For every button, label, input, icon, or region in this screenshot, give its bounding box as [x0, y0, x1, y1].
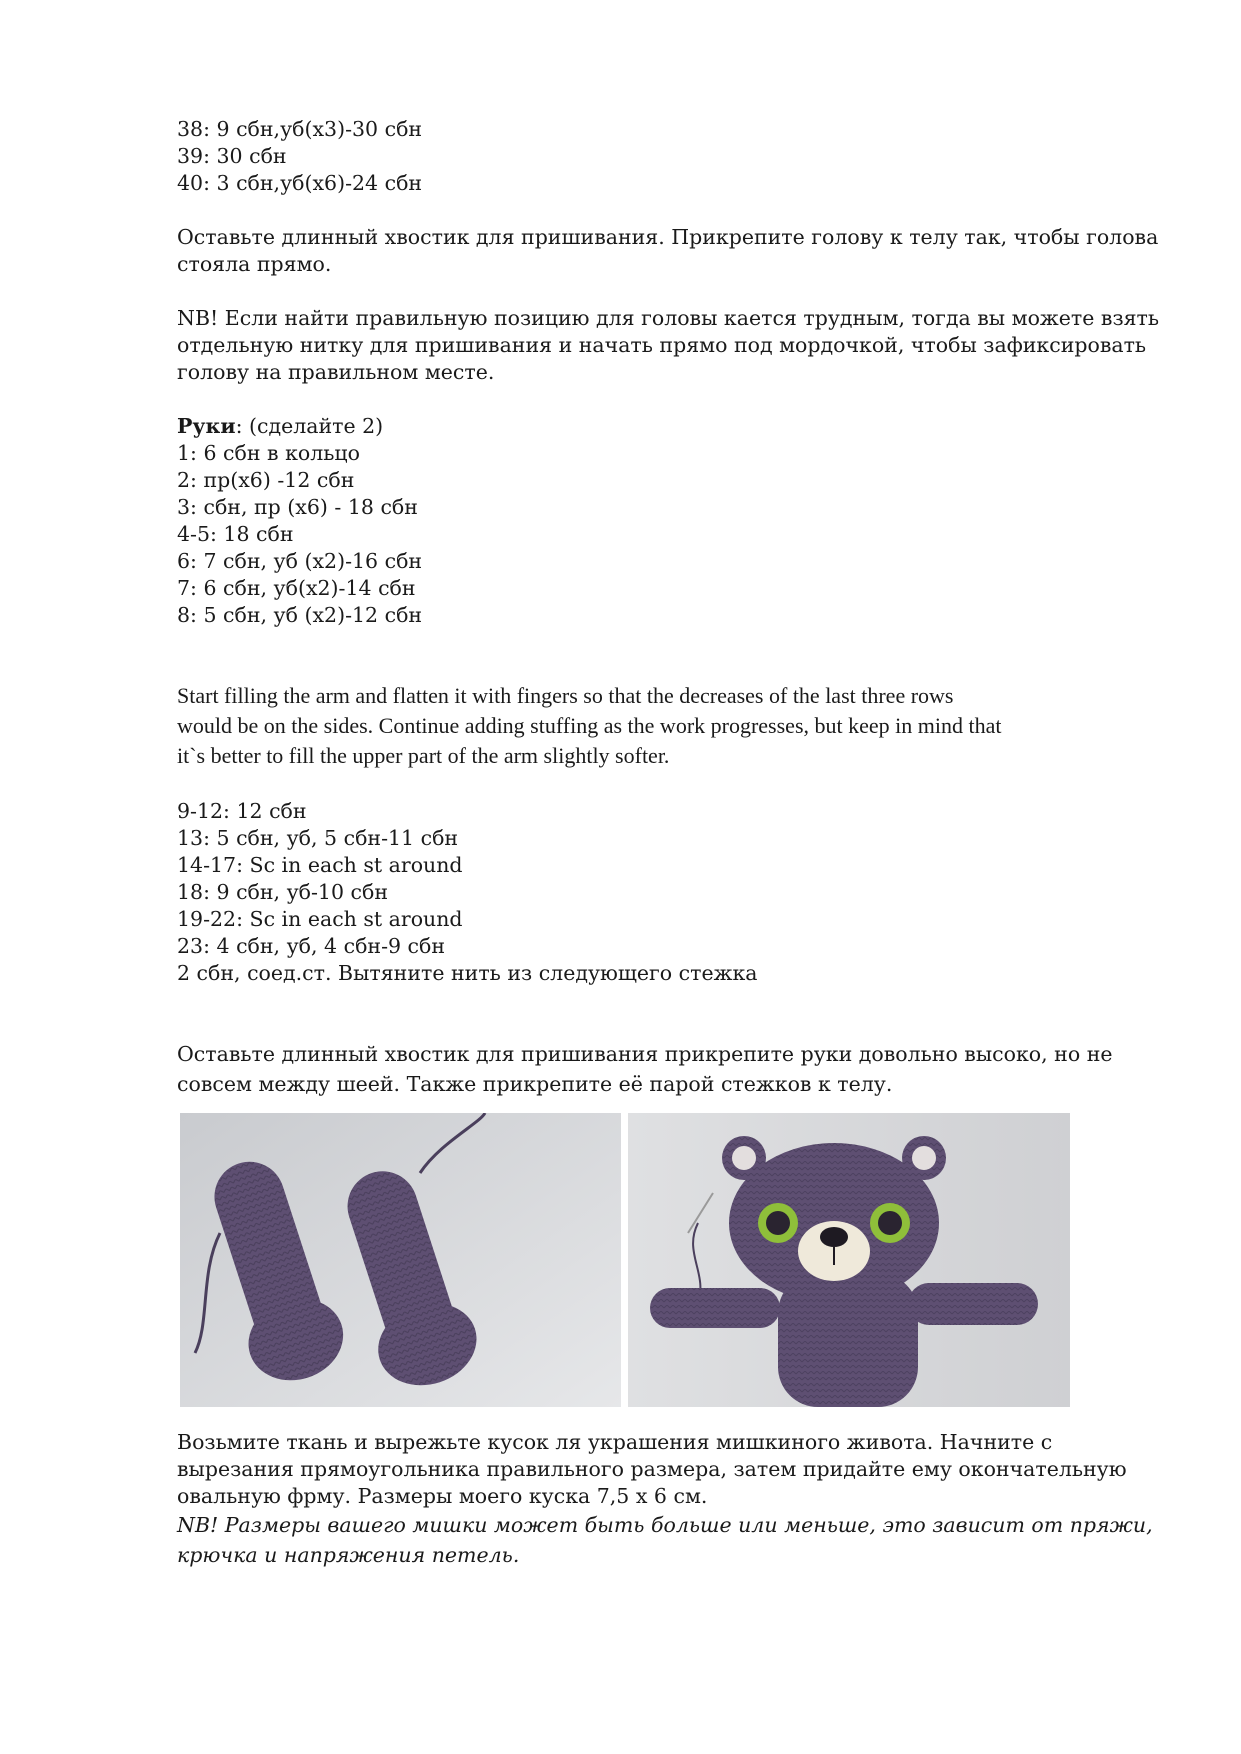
photo-row: [180, 1113, 1137, 1411]
paragraph-attach-head: [177, 224, 1159, 278]
pattern-row: 19-22: Sc in each st around: [177, 907, 463, 931]
paragraph-english-stuffing: [177, 681, 1137, 771]
arms-title: Руки: [177, 414, 236, 438]
paragraph-line: Оставьте длинный хвостик для пришивания прикрепите руки довольно высоко, но не: [177, 1042, 1113, 1066]
arms-subtitle: : (сделайте 2): [235, 414, 384, 438]
paragraph-line: крючка и напряжения петель.: [177, 1543, 520, 1567]
paragraph-line: Start filling the arm and flatten it with fingers so that the decreases of the last three rows: [177, 683, 954, 708]
rows-38-40: [177, 116, 1137, 197]
paragraph-line: вырезания прямоугольника правильного размера, затем придайте ему окончательную: [177, 1457, 1127, 1481]
paragraph-line: стояла прямо.: [177, 252, 332, 276]
paragraph-line: Возьмите ткань и вырежьте кусок ля украшения мишкиного живота. Начните с: [177, 1430, 1053, 1454]
pattern-row: 40: 3 сбн,уб(х6)-24 сбн: [177, 171, 423, 195]
pattern-row: 14-17: Sc in each st around: [177, 853, 463, 877]
pattern-row: 23: 4 сбн, уб, 4 сбн-9 сбн: [177, 934, 446, 958]
paragraph-line: Оставьте длинный хвостик для пришивания. Прикрепите голову к телу так, чтобы голова: [177, 225, 1159, 249]
paragraph-line: голову на правильном месте.: [177, 360, 495, 384]
arms-photo: [180, 1113, 621, 1407]
pattern-row: 1: 6 сбн в кольцо: [177, 441, 360, 465]
paragraph-line: it`s better to fill the upper part of the arm slightly softer.: [177, 743, 670, 768]
paragraph-line: отдельную нитку для пришивания и начать прямо под мордочкой, чтобы зафиксировать: [177, 333, 1147, 357]
pattern-row: 18: 9 сбн, уб-10 сбн: [177, 880, 389, 904]
paragraph-line: would be on the sides. Continue adding stuffing as the work progresses, but keep in mind that: [177, 713, 1002, 738]
pattern-row: 2 сбн, соед.ст. Вытяните нить из следующего стежка: [177, 961, 758, 985]
pattern-row: 38: 9 сбн,уб(х3)-30 сбн: [177, 117, 423, 141]
document-page: [177, 116, 1160, 1570]
pattern-row: 2: пр(х6) -12 сбн: [177, 468, 355, 492]
paragraph-nb-head: [177, 305, 1160, 386]
paragraph-line: овальную фрму. Размеры моего куска 7,5 х 6 см.: [177, 1484, 708, 1508]
bear-photo: [628, 1113, 1070, 1407]
paragraph-attach-arms: [177, 1039, 1137, 1099]
bear-with-arms-illustration: [628, 1113, 1070, 1407]
pattern-row: 13: 5 сбн, уб, 5 сбн-11 сбн: [177, 826, 459, 850]
paragraph-nb-size: [177, 1510, 1153, 1570]
paragraph-line: NB! Размеры вашего мишки может быть больше или меньше, это зависит от пряжи,: [177, 1513, 1153, 1537]
pattern-row: 4-5: 18 сбн: [177, 522, 294, 546]
paragraph-line: совсем между шеей. Также прикрепите её парой стежков к телу.: [177, 1072, 893, 1096]
pattern-row: 39: 30 сбн: [177, 144, 287, 168]
pattern-row: 3: сбн, пр (х6) - 18 сбн: [177, 495, 418, 519]
pattern-row: 6: 7 сбн, уб (х2)-16 сбн: [177, 549, 423, 573]
paragraph-fabric: [177, 1429, 1137, 1510]
pattern-row: 8: 5 сбн, уб (х2)-12 сбн: [177, 603, 423, 627]
two-crocheted-arms-illustration: [180, 1113, 621, 1407]
pattern-row: 7: 6 сбн, уб(х2)-14 сбн: [177, 576, 416, 600]
rows-9-23: [177, 798, 1137, 987]
paragraph-line: NB! Если найти правильную позицию для головы кается трудным, тогда вы можете взять: [177, 306, 1160, 330]
pattern-row: 9-12: 12 сбн: [177, 799, 307, 823]
arms-section: [177, 413, 1137, 629]
arms-heading: [177, 413, 1137, 440]
